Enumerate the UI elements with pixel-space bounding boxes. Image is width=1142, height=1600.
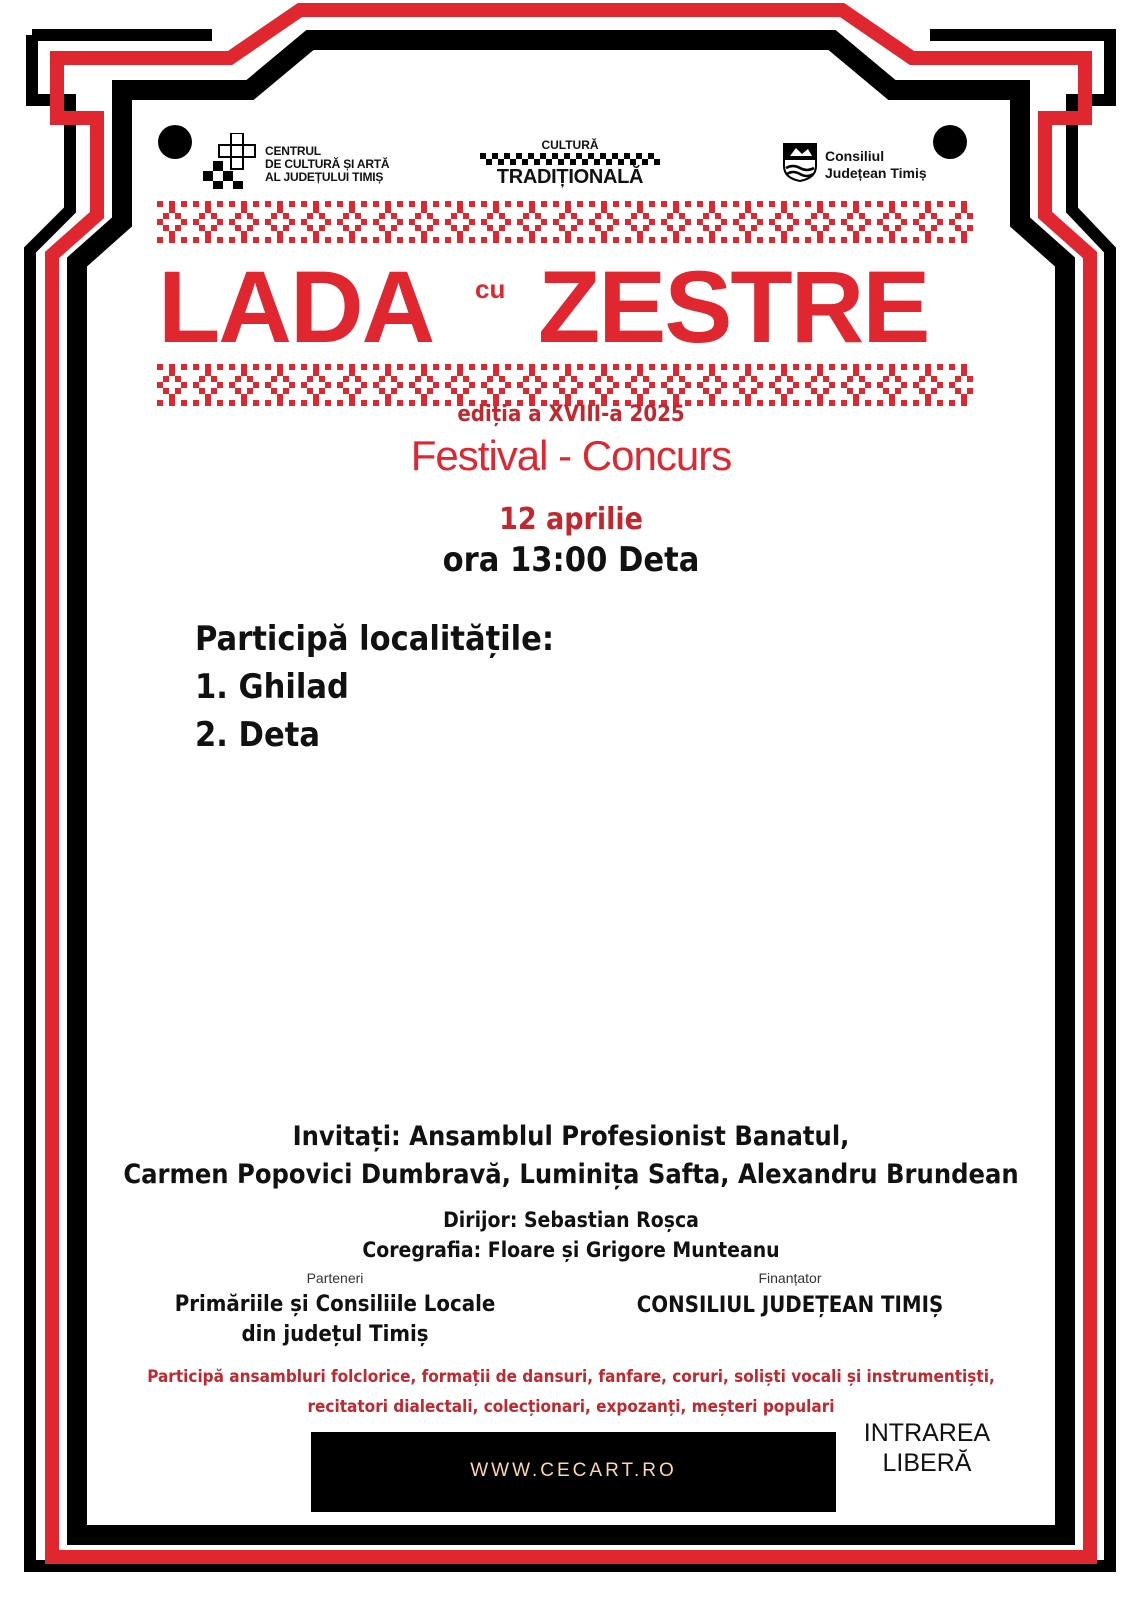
partners-block (150, 1290, 520, 1350)
localities-heading: Participă localitățile: (195, 619, 555, 659)
title-zestre: ZESTRE (538, 250, 929, 364)
checker-strip-icon (480, 153, 660, 165)
partners-line2: din județul Timiș (241, 1322, 429, 1347)
cecart-logo-text (265, 145, 389, 184)
participants-line1: Participă ansambluri folclorice, formații de dansuri, fanfare, coruri, soliști vocali și instrumentiști, (147, 1367, 995, 1387)
funder-label: Finanțator (758, 1270, 822, 1286)
event-date: 12 aprilie (499, 502, 643, 537)
title-cu: cu (475, 274, 506, 304)
conductor: Dirijor: Sebastian Roșca (443, 1208, 699, 1232)
traditionala-label: TRADIȚIONALĂ (496, 166, 644, 188)
participants-line2: recitatori dialectali, colecționari, expozanți, meșteri populari (307, 1397, 835, 1417)
edition-text: ediția a XVIII-a 2025 (457, 402, 685, 427)
cecart-grid-icon (203, 133, 259, 189)
partners-label: Parteneri (306, 1270, 364, 1286)
cjt-logo (782, 142, 982, 192)
localities-list (195, 615, 554, 759)
guests-block (0, 1118, 1142, 1194)
cjt-logo-text (825, 148, 927, 182)
coat-of-arms-icon (782, 142, 818, 182)
cjt-line2: Județean Timiș (825, 165, 927, 181)
guests-line1: Invitați: Ansamblul Profesionist Banatul, (292, 1121, 850, 1152)
guests-line2: Carmen Popovici Dumbravă, Luminița Safta, Alexandru Brundean (123, 1159, 1019, 1190)
website-link[interactable]: WWW.CECART.RO (470, 1460, 677, 1481)
cecart-line3: AL JUDEȚULUI TIMIȘ (265, 170, 384, 184)
cultura-label: CULTURĂ (541, 138, 599, 152)
cecart-line1: CENTRUL (265, 144, 321, 158)
entry-line1: INTRAREA (863, 1419, 991, 1447)
participants-block (0, 1362, 1142, 1422)
cecart-logo (203, 133, 433, 193)
website-bar (311, 1432, 836, 1512)
event-type: Festival - Concurs (410, 432, 732, 479)
cultura-traditionala-logo (470, 138, 670, 193)
festival-title (0, 252, 1142, 362)
cecart-line2: DE CULTURĂ ȘI ARTĂ (265, 157, 390, 171)
credits-block (0, 1205, 1142, 1265)
event-time-place: ora 13:00 Deta (442, 540, 700, 580)
free-entry (852, 1418, 1002, 1478)
entry-line2: LIBERĂ (882, 1449, 972, 1477)
corner-dot-left (158, 125, 192, 159)
choreography: Coregrafia: Floare și Grigore Munteanu (362, 1238, 780, 1262)
locality-item: 2. Deta (195, 715, 320, 755)
title-lada: LADA (158, 250, 434, 364)
cjt-line1: Consiliul (825, 148, 885, 164)
locality-item: 1. Ghilad (195, 667, 349, 707)
funder-name: CONSILIUL JUDEȚEAN TIMIȘ (636, 1293, 944, 1318)
partners-line1: Primăriile și Consiliile Locale (174, 1292, 496, 1317)
